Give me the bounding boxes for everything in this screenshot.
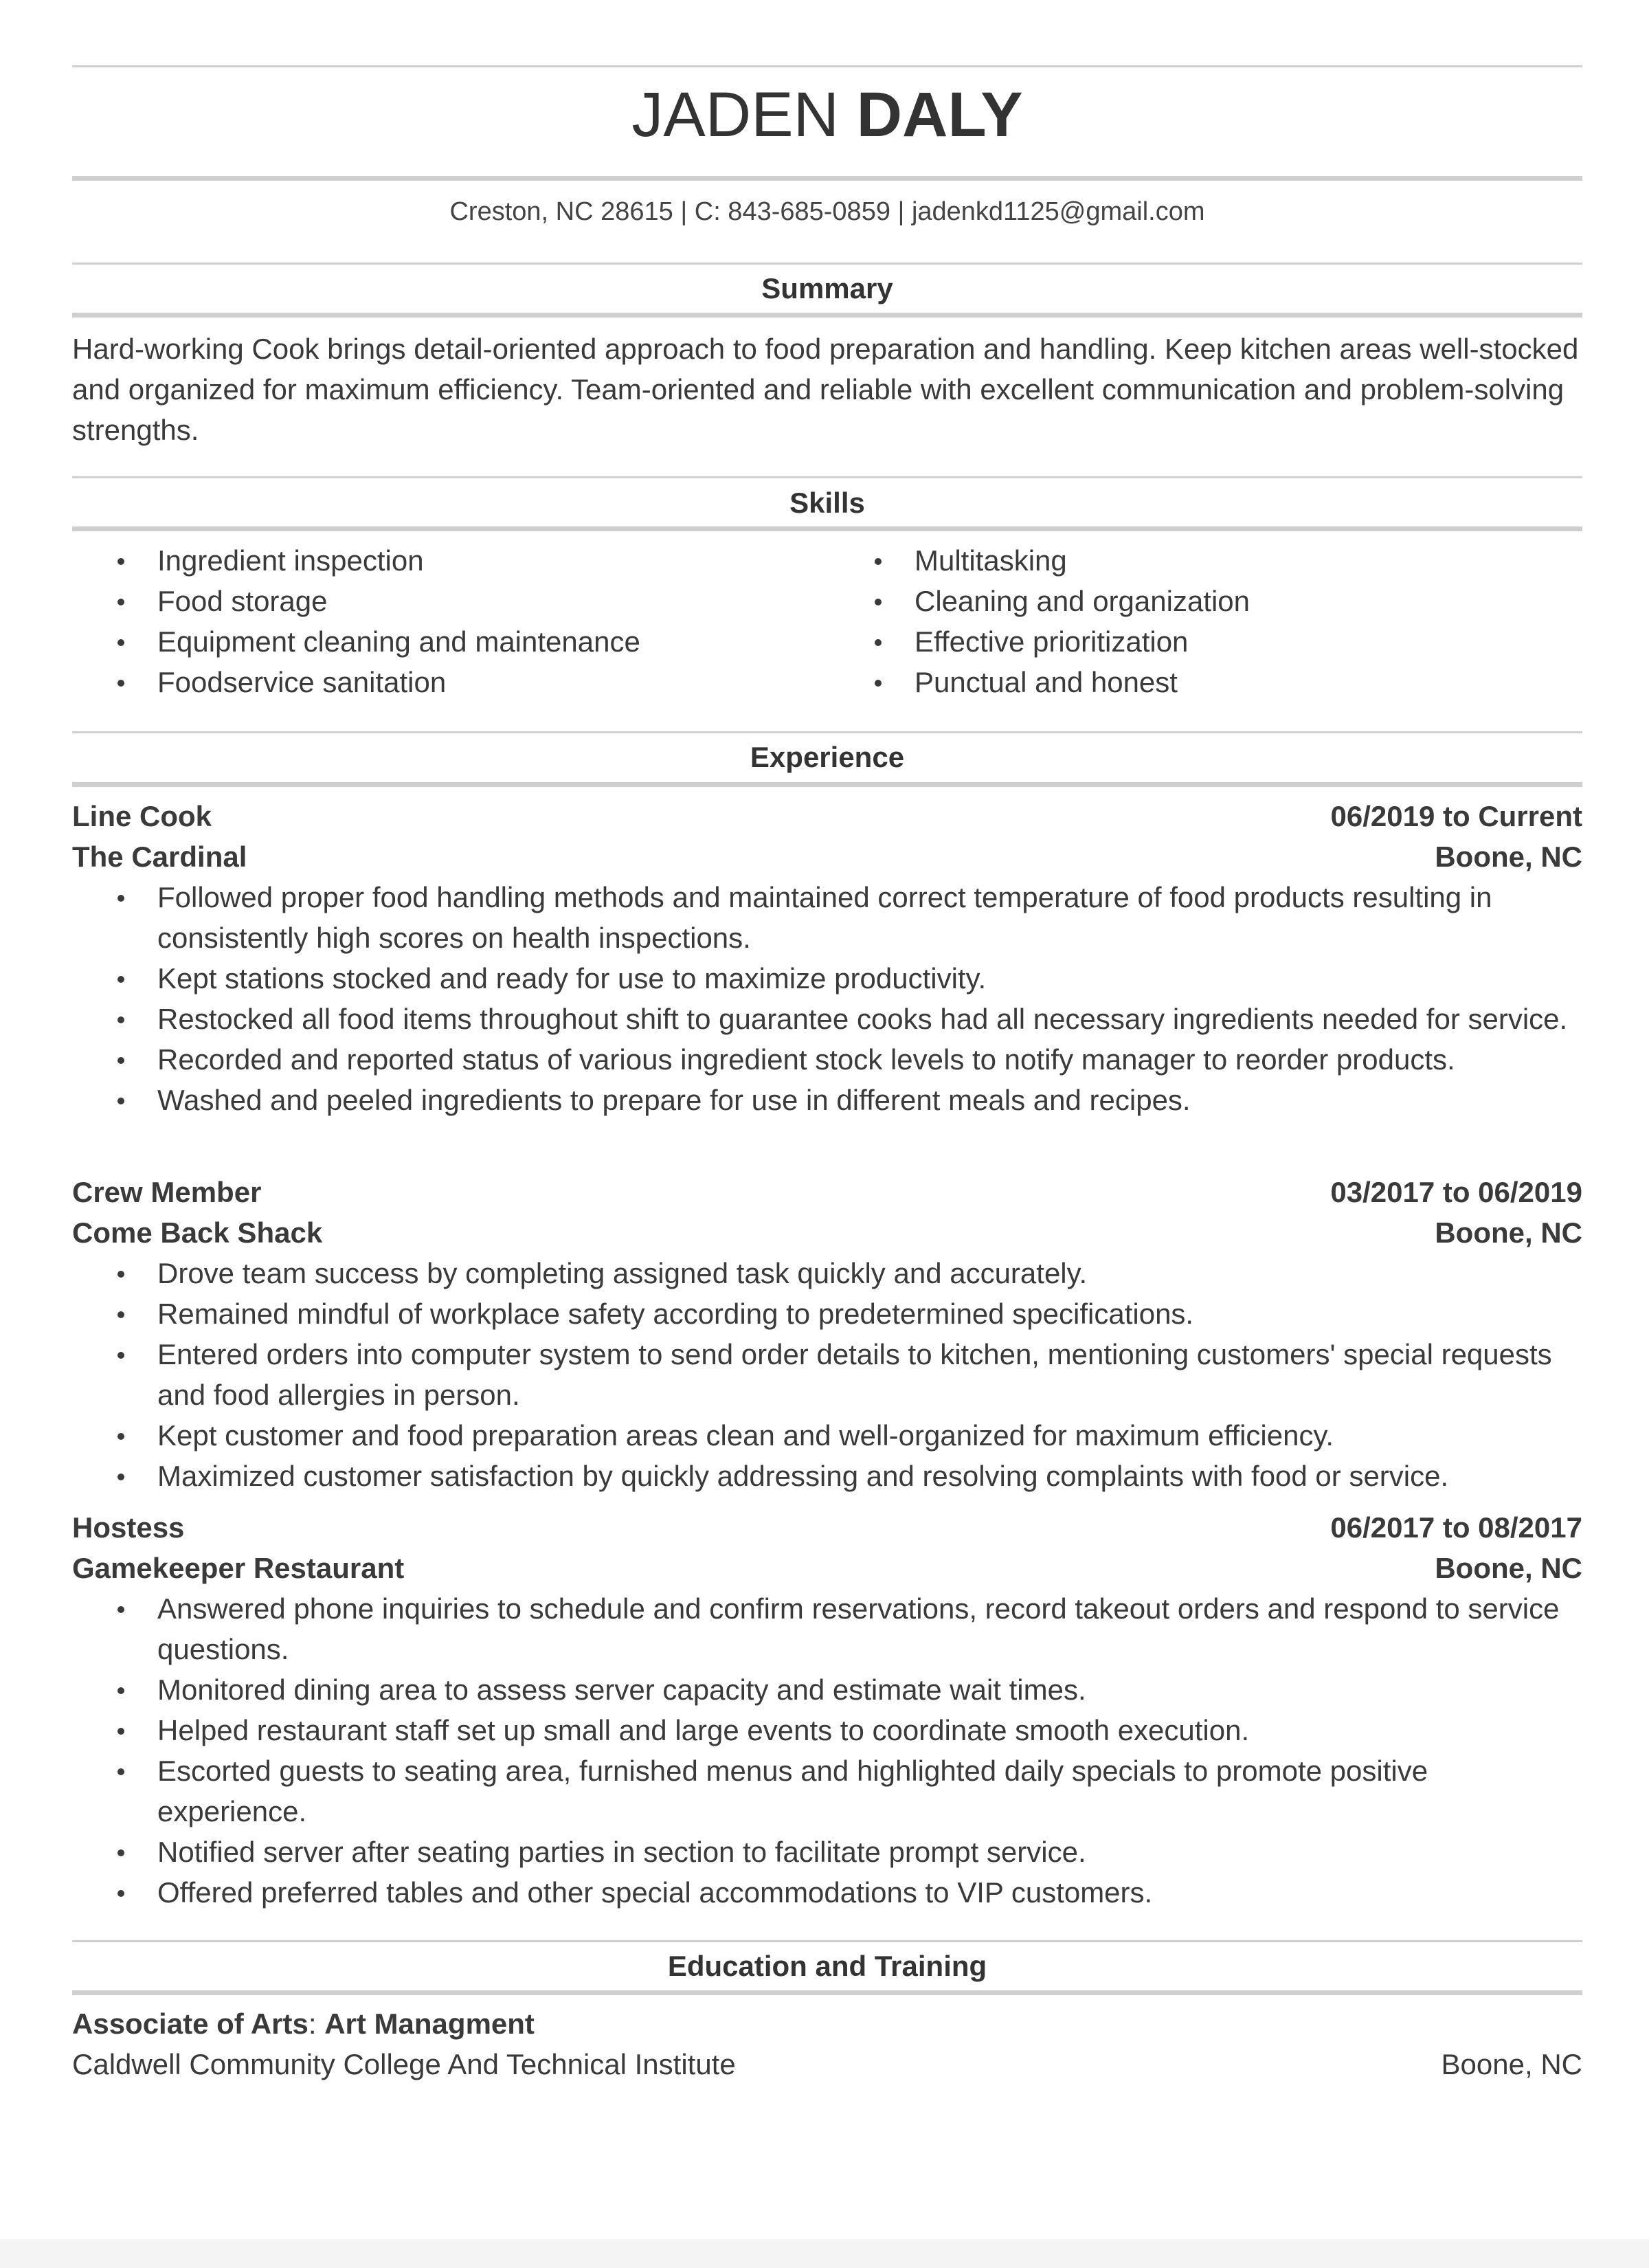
skill-item: Effective prioritization	[829, 621, 1582, 662]
job-role: Line Cook	[72, 800, 212, 832]
divider	[72, 526, 1582, 531]
job-employer-row	[72, 1212, 1582, 1253]
first-name: JADEN	[631, 80, 840, 150]
duty-item: Recorded and reported status of various ingredient stock levels to notify manager to reorder products.	[72, 1039, 1582, 1080]
duty-item: Kept stations stocked and ready for use to maximize productivity.	[72, 958, 1582, 999]
duty-item: Maximized customer satisfaction by quickly addressing and resolving complaints with food or service.	[72, 1456, 1582, 1496]
job-employer-row	[72, 1548, 1582, 1588]
candidate-name	[72, 77, 1582, 153]
divider	[72, 731, 1582, 733]
school-name: Caldwell Community College And Technical Institute	[72, 2048, 736, 2080]
duty-item: Answered phone inquiries to schedule and confirm reservations, record takeout orders and respond to service questions.	[72, 1588, 1582, 1669]
job-employer: Come Back Shack	[72, 1216, 323, 1249]
duty-item: Restocked all food items throughout shift to guarantee cooks had all necessary ingredients needed for service.	[72, 999, 1582, 1039]
skills-column-right	[829, 540, 1582, 702]
degree-field: Art Managment	[324, 2008, 535, 2040]
divider	[72, 1940, 1582, 1942]
degree: Associate of Arts	[72, 2008, 309, 2040]
duty-item: Escorted guests to seating area, furnished menus and highlighted daily specials to promote positive experience.	[72, 1750, 1582, 1832]
summary-text: Hard-working Cook brings detail-oriented approach to food preparation and handling. Keep kitchen areas well-stocked and organized for maximum efficiency. Team-oriented and reliable with excellent communication and problem-solving strengths.	[72, 333, 1579, 446]
duty-item: Notified server after seating parties in section to facilitate prompt service.	[72, 1832, 1582, 1872]
duty-item: Followed proper food handling methods and maintained correct temperature of food products resulting in consistently high scores on health inspections.	[72, 877, 1582, 958]
job-dates: 03/2017 to 06/2019	[1330, 1176, 1582, 1208]
duty-item: Washed and peeled ingredients to prepare for use in different meals and recipes.	[72, 1080, 1582, 1120]
school-location: Boone, NC	[1441, 2048, 1582, 2080]
page-footer-band	[0, 2239, 1649, 2268]
divider	[72, 65, 1582, 67]
job-entry	[72, 1172, 1582, 1496]
contact-line: Creston, NC 28615 | C: 843-685-0859 | jadenkd1125@gmail.com	[449, 197, 1205, 226]
divider	[72, 263, 1582, 265]
skill-item: Multitasking	[829, 540, 1582, 581]
education-heading: Education and Training	[667, 1950, 987, 1982]
job-duties	[72, 877, 1582, 1120]
job-title-row	[72, 1507, 1582, 1548]
degree-separator: :	[308, 2008, 317, 2040]
divider	[72, 176, 1582, 181]
divider	[72, 1990, 1582, 1995]
job-dates: 06/2017 to 08/2017	[1330, 1511, 1582, 1544]
duty-item: Monitored dining area to assess server capacity and estimate wait times.	[72, 1669, 1582, 1710]
job-employer: Gamekeeper Restaurant	[72, 1552, 405, 1584]
duty-item: Entered orders into computer system to send order details to kitchen, mentioning customers' special requests and food allergies in person.	[72, 1334, 1582, 1415]
skill-item: Equipment cleaning and maintenance	[72, 621, 814, 662]
duty-item: Drove team success by completing assigned task quickly and accurately.	[72, 1253, 1582, 1293]
skills-column-left	[72, 540, 814, 702]
summary-heading: Summary	[761, 272, 893, 304]
job-role: Hostess	[72, 1511, 185, 1544]
job-location: Boone, NC	[1435, 1552, 1582, 1584]
job-role: Crew Member	[72, 1176, 262, 1208]
divider	[72, 313, 1582, 318]
experience-heading: Experience	[750, 741, 905, 773]
divider	[72, 476, 1582, 478]
skill-item: Cleaning and organization	[829, 581, 1582, 621]
job-entry	[72, 1507, 1582, 1913]
job-location: Boone, NC	[1435, 841, 1582, 873]
job-employer-row	[72, 836, 1582, 877]
last-name: DALY	[856, 80, 1023, 150]
job-employer: The Cardinal	[72, 841, 247, 873]
job-duties	[72, 1588, 1582, 1913]
duty-item: Remained mindful of workplace safety according to predetermined specifications.	[72, 1293, 1582, 1334]
duty-item: Helped restaurant staff set up small and large events to coordinate smooth execution.	[72, 1710, 1582, 1750]
duty-item: Kept customer and food preparation areas clean and well-organized for maximum efficiency.	[72, 1415, 1582, 1456]
education-entry	[72, 2003, 1582, 2084]
duty-item: Offered preferred tables and other special accommodations to VIP customers.	[72, 1872, 1582, 1913]
job-title-row	[72, 796, 1582, 836]
degree-line	[72, 2003, 1582, 2044]
skill-item: Food storage	[72, 581, 814, 621]
skills-heading: Skills	[789, 487, 865, 519]
job-dates: 06/2019 to Current	[1330, 800, 1582, 832]
job-title-row	[72, 1172, 1582, 1212]
divider	[72, 782, 1582, 787]
skill-item: Punctual and honest	[829, 662, 1582, 702]
skill-item: Foodservice sanitation	[72, 662, 814, 702]
job-entry	[72, 796, 1582, 1120]
school-row	[72, 2044, 1582, 2084]
job-duties	[72, 1253, 1582, 1496]
job-location: Boone, NC	[1435, 1216, 1582, 1249]
skill-item: Ingredient inspection	[72, 540, 814, 581]
